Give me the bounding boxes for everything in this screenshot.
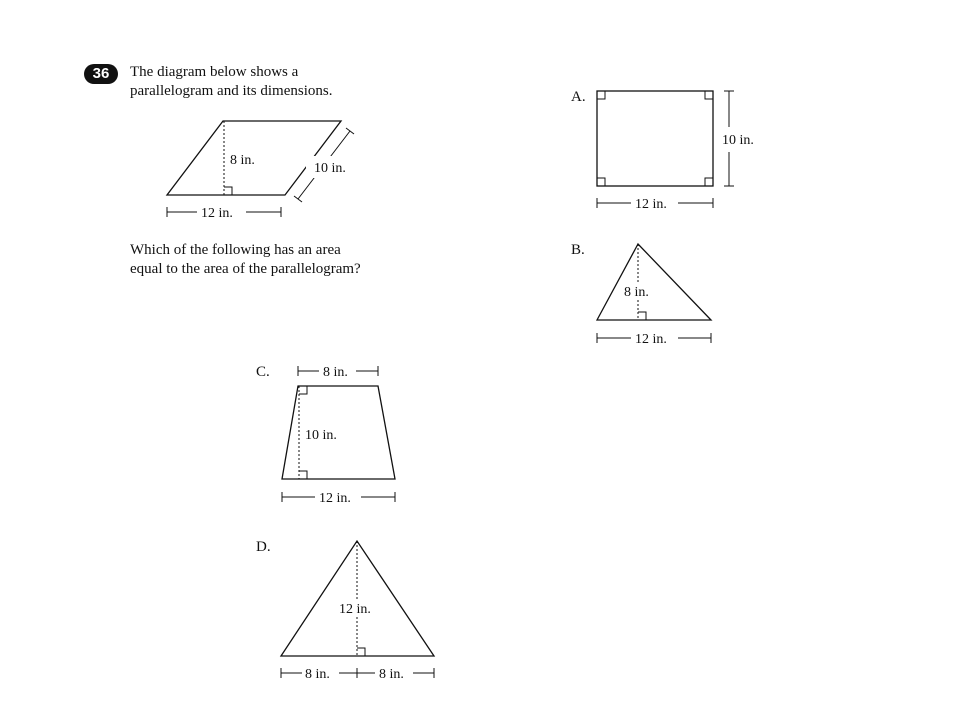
option-b-right-angle-mark — [638, 312, 646, 320]
option-a-width-label: 12 in. — [635, 197, 667, 212]
option-a-right-angle-tl — [597, 91, 605, 99]
parallelogram-side-tick-top — [346, 128, 354, 134]
parallelogram-right-angle-mark — [224, 187, 232, 195]
option-b-base-label: 12 in. — [635, 332, 667, 347]
prompt-line-2: equal to the area of the parallelogram? — [130, 261, 361, 277]
option-c-top-label: 8 in. — [323, 365, 348, 380]
option-d-right-angle-mark — [357, 648, 365, 656]
option-a-height-label: 10 in. — [722, 133, 754, 148]
option-c-right-angle-bottom — [299, 471, 307, 479]
option-a-letter: A. — [571, 89, 586, 105]
option-a-right-angle-bl — [597, 178, 605, 186]
parallelogram-side-tick-bottom — [294, 196, 302, 202]
option-d-right-base-label: 8 in. — [379, 667, 404, 682]
option-a-rectangle — [597, 91, 713, 186]
stem-line-1: The diagram below shows a — [130, 64, 299, 80]
option-b-height-label: 8 in. — [624, 285, 649, 300]
prompt-line-1: Which of the following has an area — [130, 242, 341, 258]
option-a-rectangle-figure — [597, 91, 734, 208]
option-d-height-label: 12 in. — [339, 602, 371, 617]
option-c-trapezoid-figure — [282, 366, 395, 502]
parallelogram-height-label: 8 in. — [230, 153, 255, 168]
stem-line-2: parallelogram and its dimensions. — [130, 83, 333, 99]
option-b-letter: B. — [571, 242, 585, 258]
option-d-letter: D. — [256, 539, 271, 555]
option-c-right-angle-top — [299, 386, 307, 394]
option-c-height-label: 10 in. — [305, 428, 337, 443]
option-a-right-angle-br — [705, 178, 713, 186]
option-a-right-angle-tr — [705, 91, 713, 99]
question-number-badge: 36 — [84, 64, 118, 84]
option-c-base-label: 12 in. — [319, 491, 351, 506]
option-c-letter: C. — [256, 364, 270, 380]
parallelogram-base-label: 12 in. — [201, 206, 233, 221]
parallelogram-side-label: 10 in. — [314, 161, 346, 176]
option-d-left-base-label: 8 in. — [305, 667, 330, 682]
